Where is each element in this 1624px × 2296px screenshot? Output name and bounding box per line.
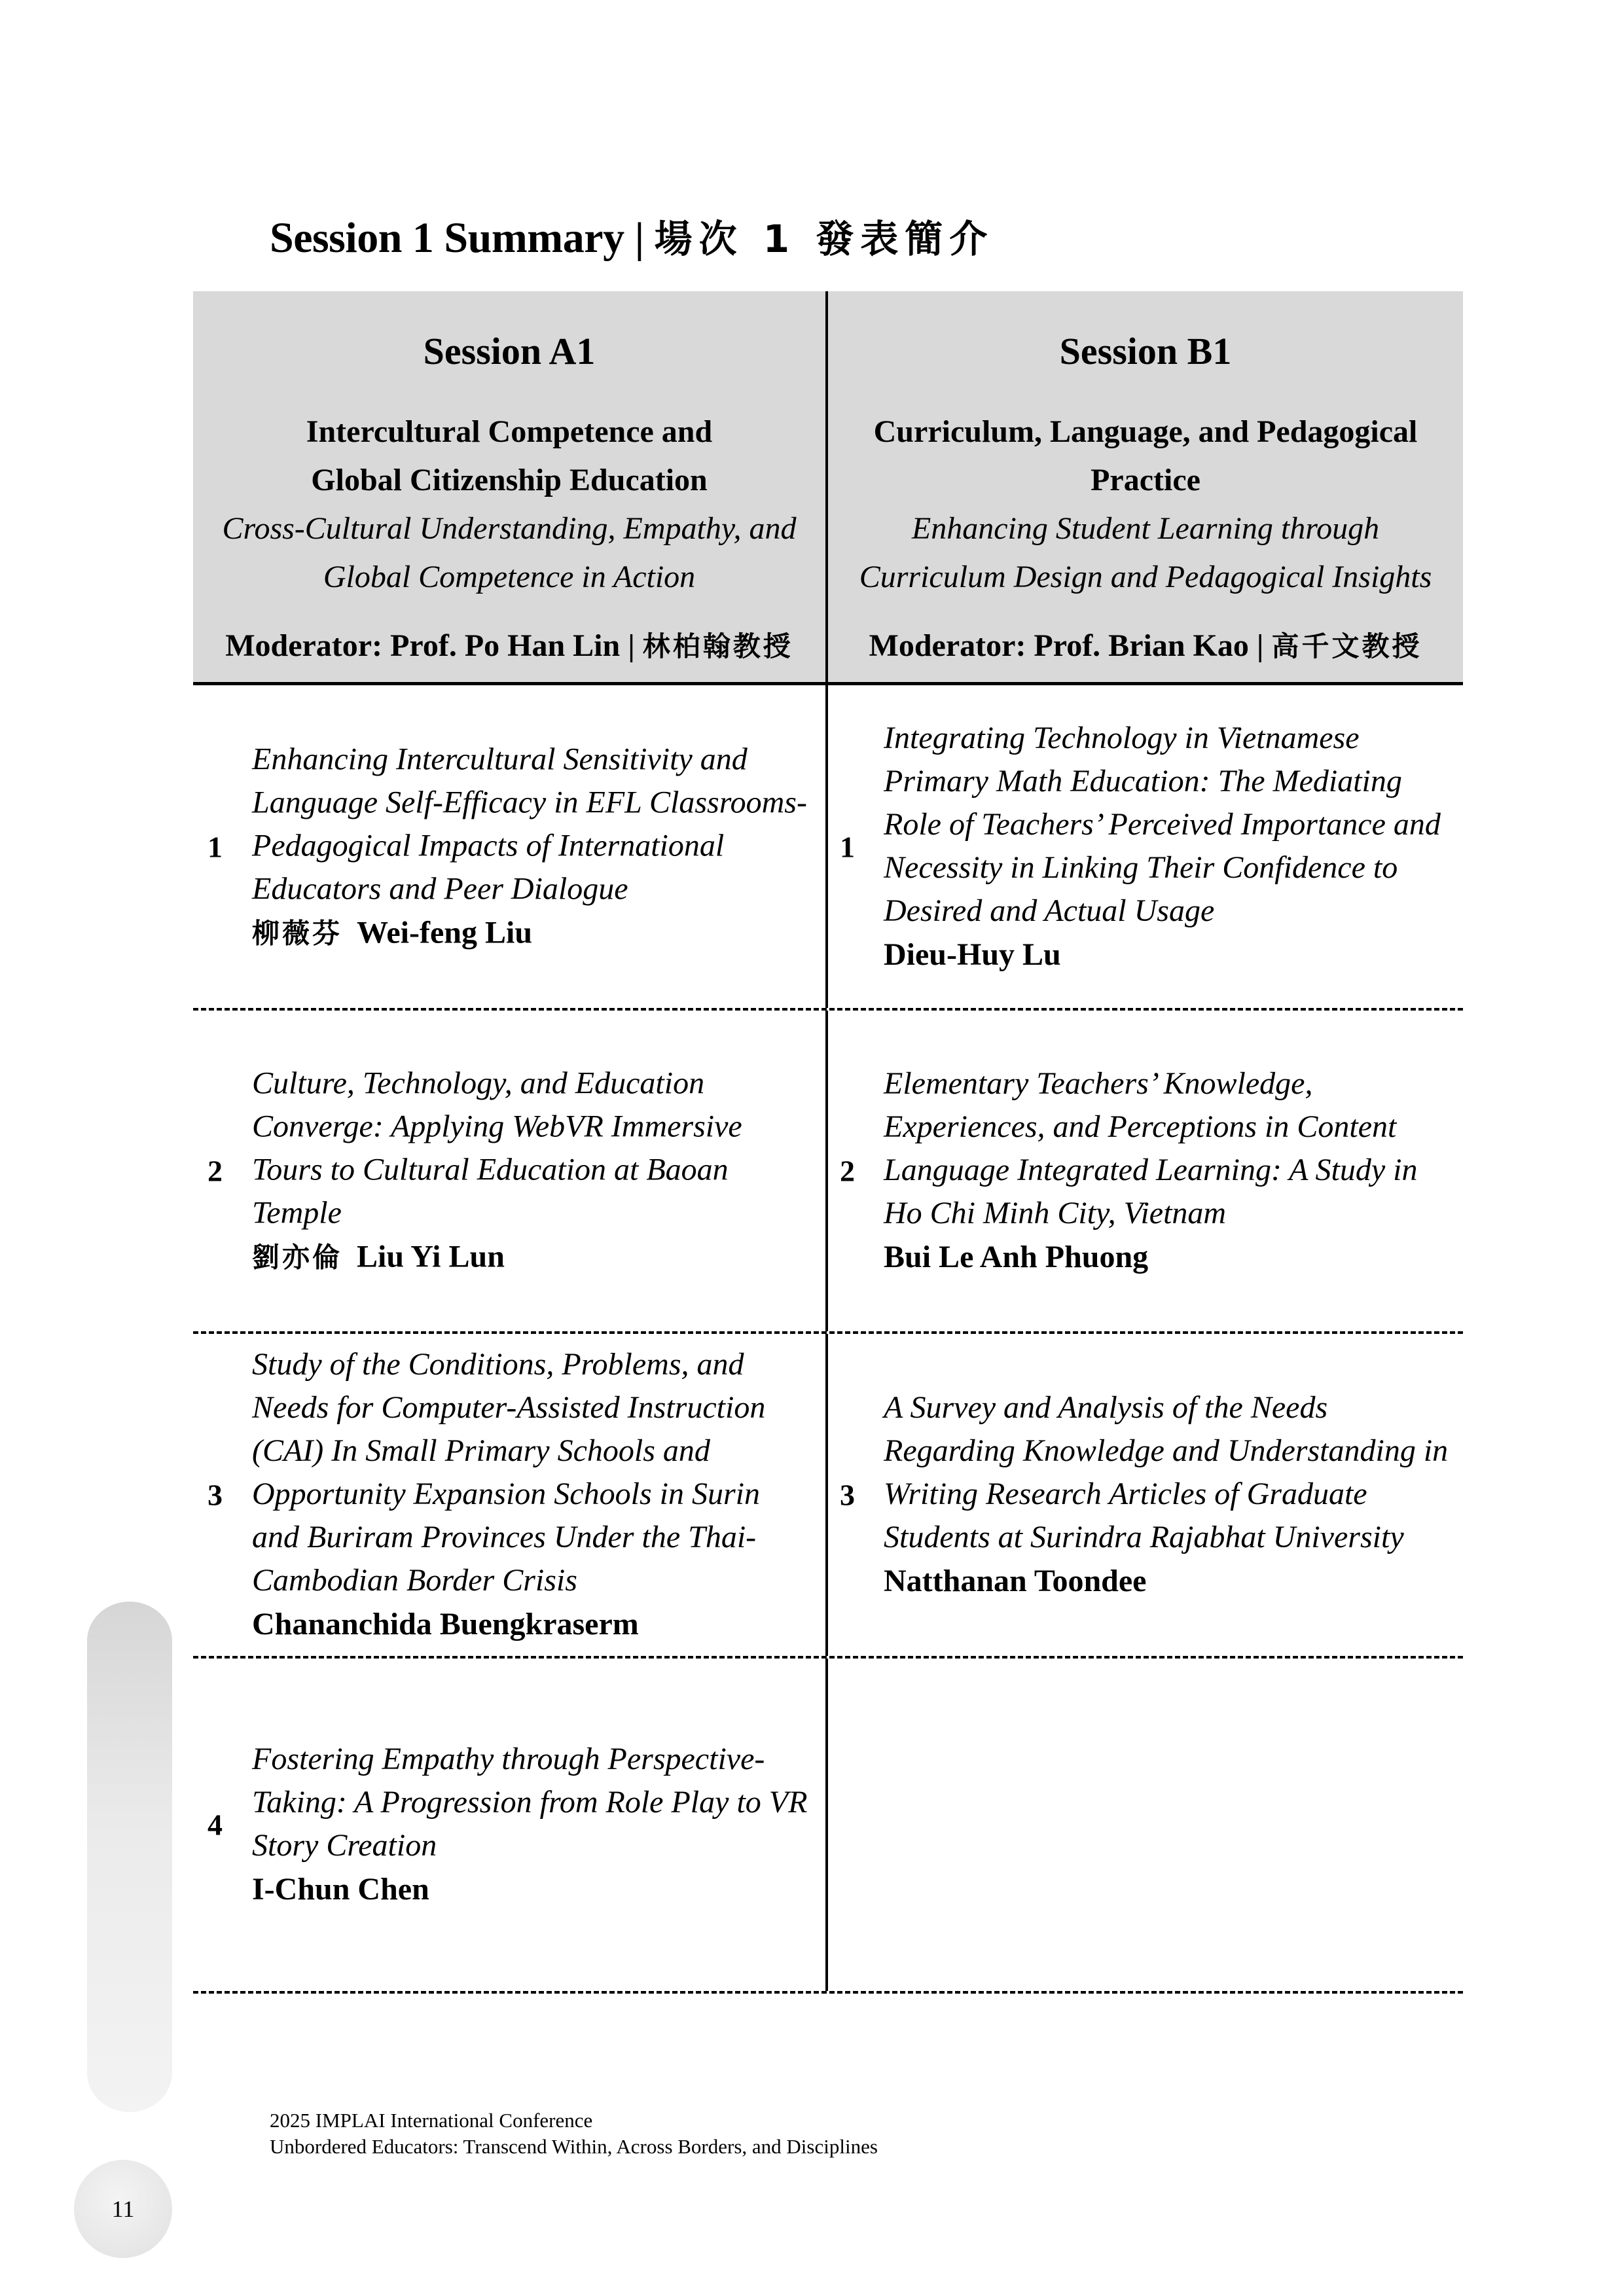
paper-title: Integrating Technology in Vietnamese Primary Math Education: The Mediating Role of Teachers’ Perceived Importance and Necessity in Linking Their Confidence to Desired and Actual Usage bbox=[884, 720, 1441, 928]
table-row bbox=[193, 1011, 1463, 1334]
paper-content bbox=[884, 1062, 1450, 1280]
session-moderator bbox=[828, 625, 1463, 664]
author-en: Natthanan Toondee bbox=[884, 1564, 1147, 1598]
paper-author bbox=[252, 910, 812, 956]
session-moderator bbox=[193, 625, 825, 664]
paper-author bbox=[884, 1559, 1450, 1604]
paper-content bbox=[252, 1343, 812, 1647]
author-en: Dieu-Huy Lu bbox=[884, 937, 1061, 972]
paper-cell bbox=[828, 1334, 1463, 1656]
table-row bbox=[193, 1659, 1463, 1994]
paper-title: A Survey and Analysis of the Needs Regarding Knowledge and Understanding in Writing Research Articles of Graduate Students at Surindra Rajabhat University bbox=[884, 1390, 1449, 1554]
moderator-en: Moderator: Prof. Brian Kao | bbox=[869, 628, 1264, 663]
session-b1-header bbox=[828, 291, 1463, 682]
table-row bbox=[193, 1334, 1463, 1659]
paper-author bbox=[252, 1235, 812, 1280]
paper-author bbox=[884, 933, 1450, 977]
paper-cell bbox=[193, 1011, 828, 1331]
session-summary-table bbox=[193, 291, 1463, 1994]
page-number: 11 bbox=[111, 2196, 135, 2222]
moderator-en: Moderator: Prof. Po Han Lin | bbox=[225, 628, 635, 663]
paper-number: 3 bbox=[840, 1478, 855, 1512]
footer-conference: 2025 IMPLAI International Conference bbox=[270, 2109, 593, 2132]
page-footer bbox=[270, 2108, 878, 2160]
session-theme: Intercultural Competence and Global Citizenship Education bbox=[306, 414, 713, 497]
table-row bbox=[193, 685, 1463, 1011]
decorative-side-pill bbox=[87, 1602, 172, 2112]
paper-cell bbox=[828, 685, 1463, 1008]
page-title-en: Session 1 Summary | bbox=[270, 214, 644, 262]
author-en: Bui Le Anh Phuong bbox=[884, 1240, 1149, 1274]
paper-title: Fostering Empathy through Perspective-Taking: A Progression from Role Play to VR Story Creation bbox=[252, 1742, 808, 1863]
paper-cell bbox=[193, 1659, 828, 1991]
paper-cell bbox=[193, 1334, 828, 1656]
paper-title: Culture, Technology, and Education Converge: Applying WebVR Immersive Tours to Cultural Education at Baoan Temple bbox=[252, 1066, 742, 1230]
empty-cell bbox=[828, 1659, 1463, 1991]
paper-number: 2 bbox=[840, 1154, 855, 1188]
paper-title: Enhancing Intercultural Sensitivity and Language Self-Efficacy in EFL Classrooms- Pedagogical Impacts of International Educators and Peer Dialogue bbox=[252, 742, 807, 906]
paper-number: 1 bbox=[840, 830, 855, 863]
paper-title: Study of the Conditions, Problems, and Needs for Computer-Assisted Instruction (CAI) In Small Primary Schools and Opportunity Expansion Schools in Surin and Buriram Provinces Under the Thai-Cambodian Border Crisis bbox=[252, 1347, 766, 1598]
author-en: Liu Yi Lun bbox=[357, 1239, 505, 1274]
paper-author bbox=[252, 1867, 812, 1912]
session-theme: Curriculum, Language, and Pedagogical Practice bbox=[873, 414, 1418, 497]
author-en: Chananchida Buengkraserm bbox=[252, 1607, 639, 1641]
paper-author bbox=[252, 1602, 812, 1647]
paper-number: 1 bbox=[208, 830, 223, 863]
paper-number: 2 bbox=[208, 1154, 223, 1188]
footer-theme: Unbordered Educators: Transcend Within, Across Borders, and Disciplines bbox=[270, 2135, 878, 2158]
author-en: Wei-feng Liu bbox=[357, 915, 533, 950]
author-zh: 劉亦倫 bbox=[252, 1241, 343, 1274]
moderator-zh: 林柏翰教授 bbox=[642, 630, 793, 662]
paper-content bbox=[884, 717, 1450, 977]
session-name: Session A1 bbox=[423, 330, 596, 372]
session-subtheme: Cross-Cultural Understanding, Empathy, and Global Competence in Action bbox=[222, 511, 797, 594]
paper-content bbox=[252, 738, 812, 956]
paper-content bbox=[252, 1062, 812, 1280]
author-en: I-Chun Chen bbox=[252, 1872, 429, 1907]
paper-content bbox=[884, 1386, 1450, 1604]
paper-author bbox=[884, 1235, 1450, 1280]
paper-cell bbox=[193, 685, 828, 1008]
session-a1-header bbox=[193, 291, 828, 682]
moderator-zh: 高千文教授 bbox=[1271, 630, 1422, 662]
paper-content bbox=[252, 1738, 812, 1912]
page-title-zh: 場次 1 發表簡介 bbox=[654, 217, 994, 261]
session-name: Session B1 bbox=[1059, 330, 1232, 372]
paper-number: 3 bbox=[208, 1478, 223, 1512]
paper-title: Elementary Teachers’ Knowledge, Experiences, and Perceptions in Content Language Integrated Learning: A Study in Ho Chi Minh City, Vietnam bbox=[884, 1066, 1418, 1230]
table-header bbox=[193, 291, 1463, 685]
paper-cell bbox=[828, 1011, 1463, 1331]
page-title bbox=[270, 208, 994, 263]
paper-number: 4 bbox=[208, 1808, 223, 1842]
session-subtheme: Enhancing Student Learning through Curriculum Design and Pedagogical Insights bbox=[859, 511, 1432, 594]
author-zh: 柳薇芬 bbox=[252, 917, 343, 949]
page-number-badge bbox=[74, 2160, 172, 2258]
